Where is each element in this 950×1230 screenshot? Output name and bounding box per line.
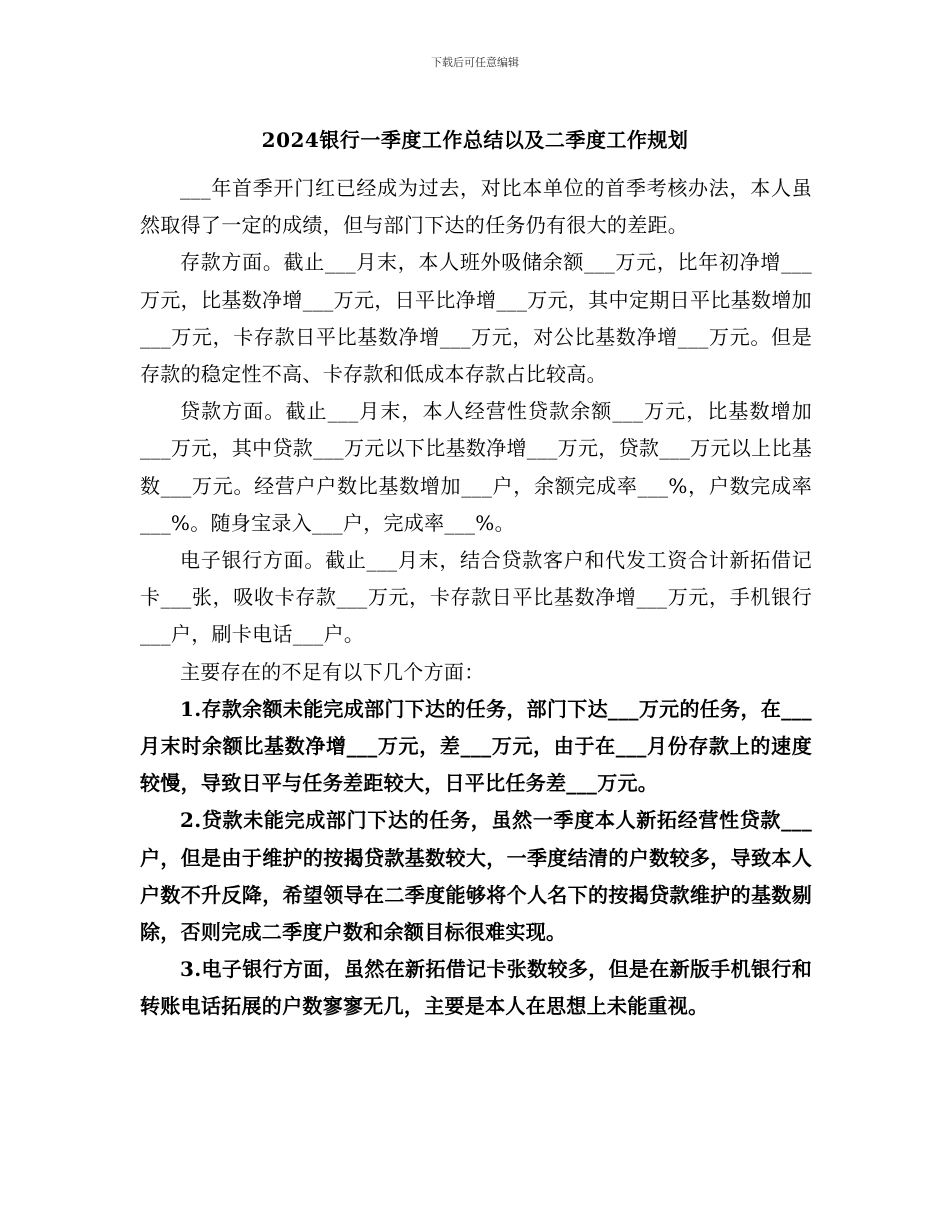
- paragraph-intro: ___年首季开门红已经成为过去，对比本单位的首季考核办法，本人虽然取得了一定的成绩，但与部门下达的任务仍有很大的差距。: [140, 176, 812, 238]
- paragraph-deposits: 存款方面。截止___月末，本人班外吸储余额___万元，比年初净增___万元，比基数净增___万元，日平比净增___万元，其中定期日平比基数增加___万元，卡存款日平比基数净增___万元，对公比基数净增___万元。但是存款的稳定性不高、卡存款和低成本存款占比较高。: [140, 250, 812, 387]
- header-note: 下载后可任意编辑: [431, 56, 519, 69]
- paragraph-shortcoming-3: 3.电子银行方面，虽然在新拓借记卡张数较多，但是在新版手机银行和转账电话拓展的户数寥寥无几，主要是本人在思想上未能重视。: [140, 957, 812, 1019]
- paragraph-loans: 贷款方面。截止___月末，本人经营性贷款余额___万元，比基数增加___万元，其中贷款___万元以下比基数净增___万元，贷款___万元以上比基数___万元。经营户户数比基数增加___户，余额完成率___%，户数完成率___%。随身宝录入___户，完成率___%。: [140, 399, 812, 535]
- document-title: 2024银行一季度工作总结以及二季度工作规划: [261, 128, 689, 152]
- paragraph-shortcoming-1: 1.存款余额未能完成部门下达的任务，部门下达___万元的任务，在___月末时余额比基数净增___万元，差___万元，由于在___月份存款上的速度较慢，导致日平与任务差距较大，日平比任务差___万元。: [140, 696, 812, 796]
- document-body: [140, 170, 812, 1026]
- paragraph-e-banking: 电子银行方面。截止___月末，结合贷款客户和代发工资合计新拓借记卡___张，吸收卡存款___万元，卡存款日平比基数净增___万元，手机银行___户，刷卡电话___户。: [140, 548, 812, 647]
- paragraph-shortcomings-heading: 主要存在的不足有以下几个方面：: [180, 659, 485, 684]
- paragraph-shortcoming-2: 2.贷款未能完成部门下达的任务，虽然一季度本人新拓经营性贷款___户，但是由于维护的按揭贷款基数较大，一季度结清的户数较多，导致本人户数不升反降，希望领导在二季度能够将个人名下的按揭贷款维护的基数剔除，否则完成二季度户数和余额目标很难实现。: [140, 808, 812, 945]
